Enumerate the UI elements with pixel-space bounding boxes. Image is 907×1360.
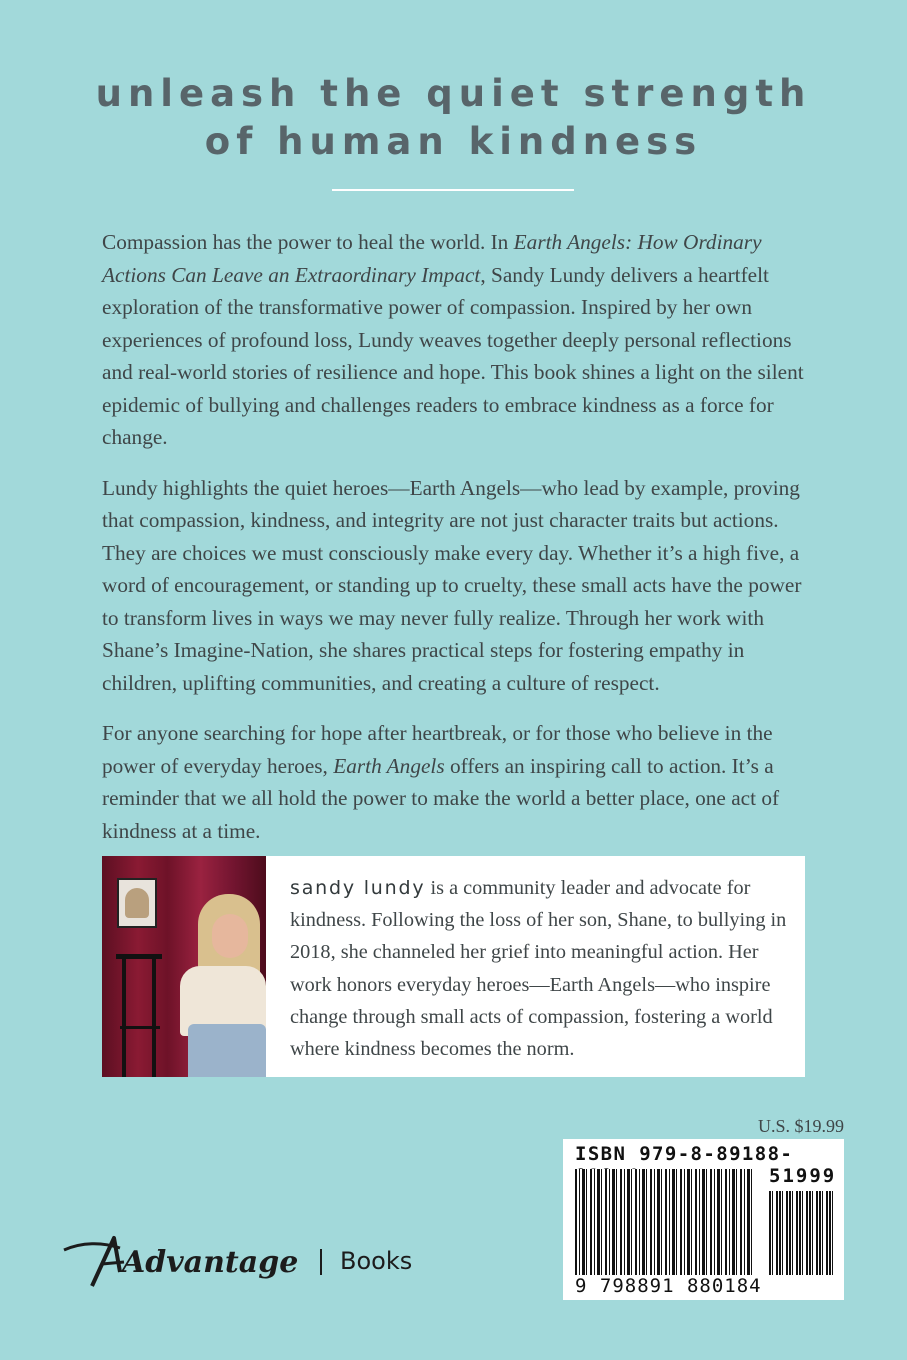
author-face [212, 914, 248, 958]
ean-barcode-bars [575, 1169, 755, 1275]
description-paragraph-2: Lundy highlights the quiet heroes—Earth Angels—who lead by example, proving that compassion, kindness, and integrity are not just character traits but actions. They are choices we must consciously make every day. Whether it’s a high five, a word of encouragement, or standing up to cruelty, these small acts have the power to transform lives in ways we may never fully realize. Through her work with Shane’s Imagine-Nation, she shares practical steps for fostering empathy in children, uplifting communities, and creating a culture of respect. [102, 475, 802, 695]
description-p3-text-a: For anyone searching for hope after heartbreak, or for those who believe in the power of everyday heroes, [102, 721, 773, 778]
addon-barcode-bars [769, 1191, 833, 1275]
ean-digits: 9 798891 880184 [575, 1275, 762, 1297]
divider-rule [332, 189, 574, 191]
headline-line-1: unleash the quiet strength [95, 72, 812, 115]
publisher-imprint: Books [340, 1247, 413, 1275]
book-title-italic: Earth Angels: How Ordinary Actions Can Leave an Extraordinary Impact [102, 230, 762, 287]
description-paragraph-1 [102, 226, 814, 454]
book-title-short-italic: Earth Angels [333, 753, 445, 778]
isbn-label: ISBN 979-8-89188- [575, 1143, 794, 1165]
stool-rung [120, 1026, 160, 1029]
publisher-divider [320, 1249, 322, 1275]
author-photo [102, 856, 266, 1077]
framed-portrait [117, 878, 157, 928]
description-paragraph-3 [102, 717, 814, 847]
book-description [102, 226, 814, 847]
description-p1-text-a: Compassion has the power to heal the world. In [102, 230, 514, 254]
isbn-barcode [563, 1139, 844, 1300]
advantage-logo-icon [62, 1232, 312, 1292]
author-legs [188, 1024, 266, 1077]
author-bio-text [290, 872, 788, 1065]
author-bio-body: is a community leader and advocate for kindness. Following the loss of her son, Shane, to bullying in 2018, she channeled her grief into meaningful action. Her work honors everyday heroes—Earth Angels—who inspire change through small acts of compassion, fostering a world where kindness becomes the norm. [290, 877, 787, 1061]
stool-leg [152, 959, 156, 1077]
headline-line-2: of human kindness [204, 120, 703, 163]
author-name: sandy lundy [290, 877, 426, 899]
headline [0, 70, 907, 166]
description-p3-text-b: offers an inspiring call to action. It’s a reminder that we all hold the power to make the world a better place, one act of kindness at a time. [102, 753, 780, 843]
publisher-logo [62, 1232, 422, 1292]
description-p1-text-b: , Sandy Lundy delivers a heartfelt exploration of the transformative power of compassion. Inspired by her own experiences of profound loss, Lundy weaves together deeply personal reflections and real-world stories of resilience and hope. This book shines a light on the silent epidemic of bullying and challenges readers to embrace kindness as a force for change. [102, 262, 804, 449]
publisher-logo-word: Advantage [122, 1245, 299, 1280]
barcode-price-code: 51999 [769, 1165, 837, 1187]
author-bio-panel [102, 856, 805, 1077]
price-label: U.S. $19.99 [757, 1116, 844, 1136]
stool-leg [122, 959, 126, 1077]
